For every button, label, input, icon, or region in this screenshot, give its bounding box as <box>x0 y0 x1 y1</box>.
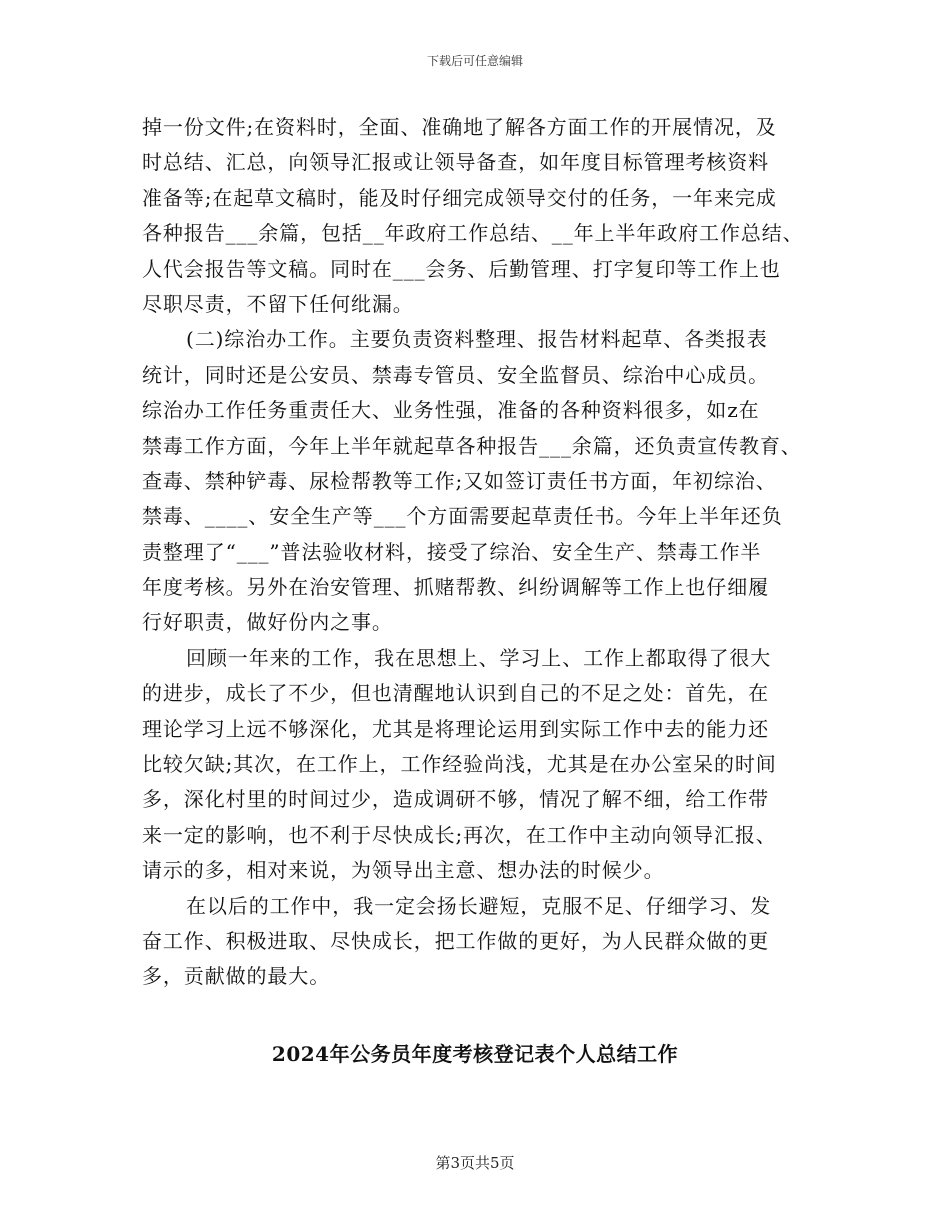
paragraph-line: 多，深化村里的时间过少，造成调研不够，情况了解不细，给工作带 <box>142 787 769 812</box>
paragraph-line: 查毒、禁种铲毒、尿检帮教等工作;又如签订责任书方面，年初综治、 <box>142 468 777 493</box>
section-title: 2024年公务员年度考核登记表个人总结工作 <box>271 1042 679 1066</box>
paragraph-line: 奋工作、积极进取、尽快成长，把工作做的更好，为人民群众做的更 <box>142 928 769 953</box>
page-header: 下载后可任意编辑 <box>426 54 523 68</box>
page-footer: 第3页共5页 <box>435 1154 515 1172</box>
paragraph-line: 责整理了“___”普法验收材料，接受了综治、安全生产、禁毒工作半 <box>142 539 762 564</box>
paragraph-line: 行好职责，做好份内之事。 <box>142 610 393 635</box>
paragraph-line: 综治办工作任务重责任大、业务性强，准备的各种资料很多，如z在 <box>142 398 760 423</box>
paragraph-line: 禁毒、____、安全生产等___个方面需要起草责任书。今年上半年还负 <box>142 504 783 529</box>
paragraph-line: 尽职尽责，不留下任何纰漏。 <box>142 291 414 316</box>
document-body <box>142 110 812 995</box>
paragraph-line: 年度考核。另外在治安管理、抓赌帮教、纠纷调解等工作上也仔细履 <box>142 575 769 600</box>
paragraph-line: 请示的多，相对来说，为领导出主意、想办法的时候少。 <box>142 858 665 883</box>
paragraph-first-line: (二)综治办工作。主要负责资料整理、报告材料起草、各类报表 <box>186 327 768 352</box>
paragraph-line: 理论学习上远不够深化，尤其是将理论运用到实际工作中去的能力还 <box>142 716 769 741</box>
paragraph-line: 的进步，成长了不少，但也清醒地认识到自己的不足之处：首先，在 <box>142 681 769 706</box>
paragraph-line: 掉一份文件;在资料时，全面、准确地了解各方面工作的开展情况，及 <box>142 115 777 139</box>
paragraph-line: 准备等;在起草文稿时，能及时仔细完成领导交付的任务，一年来完成 <box>142 185 777 210</box>
paragraph-first-line: 回顾一年来的工作，我在思想上、学习上、工作上都取得了很大 <box>186 645 772 670</box>
paragraph-line: 来一定的影响，也不利于尽快成长;再次，在工作中主动向领导汇报、 <box>142 822 777 847</box>
paragraph-line: 时总结、汇总，向领导汇报或让领导备查，如年度目标管理考核资料 <box>142 150 769 175</box>
paragraph-line: 比较欠缺;其次，在工作上，工作经验尚浅，尤其是在办公室呆的时间 <box>142 752 777 777</box>
paragraph-line: 禁毒工作方面，今年上半年就起草各种报告___余篇，还负责宣传教育、 <box>142 433 802 458</box>
paragraph-line: 统计，同时还是公安员、禁毒专管员、安全监督员、综治中心成员。 <box>142 362 769 387</box>
paragraph-line: 多，贡献做的最大。 <box>142 964 331 989</box>
paragraph-line: 人代会报告等文稿。同时在___会务、后勤管理、打字复印等工作上也 <box>142 256 781 281</box>
paragraph-line: 各种报告___余篇，包括__年政府工作总结、__年上半年政府工作总结、 <box>142 221 804 246</box>
paragraph-first-line: 在以后的工作中，我一定会扬长避短，克服不足、仔细学习、发 <box>186 893 772 918</box>
